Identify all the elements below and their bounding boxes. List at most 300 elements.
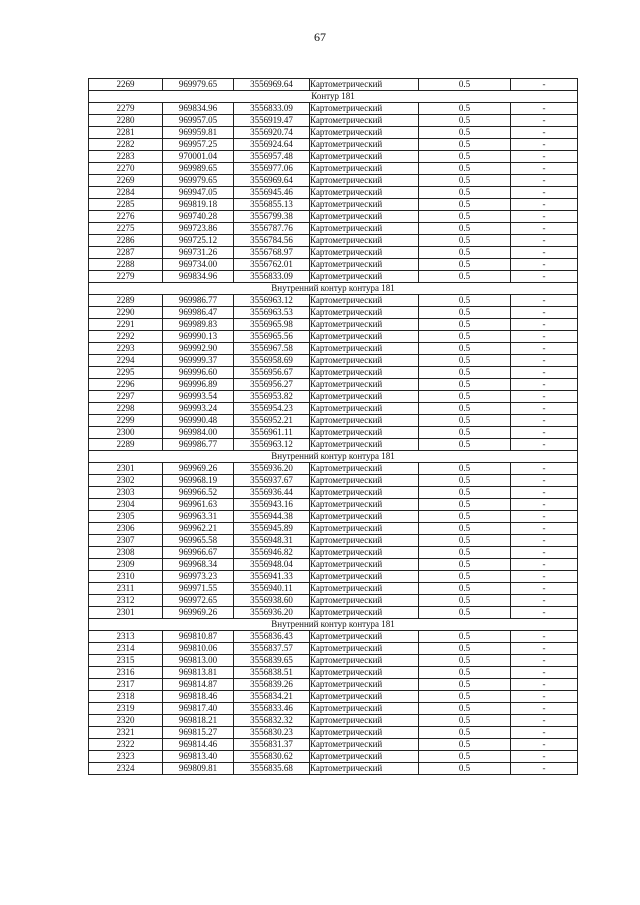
accuracy-cell: 0.5 (419, 499, 511, 511)
accuracy-cell: 0.5 (419, 391, 511, 403)
method-cell: Картометрический (310, 247, 419, 259)
accuracy-cell: 0.5 (419, 727, 511, 739)
point-number-cell: 2283 (89, 151, 163, 163)
point-number-cell: 2299 (89, 415, 163, 427)
method-cell: Картометрический (310, 739, 419, 751)
x-coordinate-cell: 969957.05 (163, 115, 234, 127)
description-cell: - (511, 223, 578, 235)
y-coordinate-cell: 3556837.57 (234, 643, 310, 655)
x-coordinate-cell: 969989.65 (163, 163, 234, 175)
table-row (89, 307, 578, 319)
description-cell: - (511, 415, 578, 427)
description-cell: - (511, 535, 578, 547)
point-number-cell: 2311 (89, 583, 163, 595)
table-row (89, 583, 578, 595)
y-coordinate-cell: 3556952.21 (234, 415, 310, 427)
point-number-cell: 2307 (89, 535, 163, 547)
accuracy-cell: 0.5 (419, 307, 511, 319)
accuracy-cell: 0.5 (419, 403, 511, 415)
y-coordinate-cell: 3556954.23 (234, 403, 310, 415)
table-row (89, 127, 578, 139)
table-row (89, 235, 578, 247)
method-cell: Картометрический (310, 547, 419, 559)
description-cell: - (511, 79, 578, 91)
y-coordinate-cell: 3556936.20 (234, 607, 310, 619)
table-row (89, 187, 578, 199)
point-number-cell: 2270 (89, 163, 163, 175)
table-row (89, 319, 578, 331)
y-coordinate-cell: 3556953.82 (234, 391, 310, 403)
accuracy-cell: 0.5 (419, 415, 511, 427)
accuracy-cell: 0.5 (419, 739, 511, 751)
table-row (89, 739, 578, 751)
accuracy-cell: 0.5 (419, 547, 511, 559)
table-row (89, 487, 578, 499)
method-cell: Картометрический (310, 523, 419, 535)
method-cell: Картометрический (310, 607, 419, 619)
accuracy-cell: 0.5 (419, 151, 511, 163)
x-coordinate-cell: 969961.63 (163, 499, 234, 511)
accuracy-cell: 0.5 (419, 115, 511, 127)
description-cell: - (511, 199, 578, 211)
method-cell: Картометрический (310, 343, 419, 355)
x-coordinate-cell: 969979.65 (163, 79, 234, 91)
x-coordinate-cell: 969813.00 (163, 655, 234, 667)
accuracy-cell: 0.5 (419, 595, 511, 607)
accuracy-cell: 0.5 (419, 247, 511, 259)
point-number-cell: 2289 (89, 439, 163, 451)
method-cell: Картометрический (310, 163, 419, 175)
y-coordinate-cell: 3556787.76 (234, 223, 310, 235)
x-coordinate-cell: 969957.25 (163, 139, 234, 151)
description-cell: - (511, 103, 578, 115)
accuracy-cell: 0.5 (419, 355, 511, 367)
accuracy-cell: 0.5 (419, 655, 511, 667)
contour-section-row (89, 283, 578, 295)
table-row (89, 259, 578, 271)
point-number-cell: 2282 (89, 139, 163, 151)
accuracy-cell: 0.5 (419, 331, 511, 343)
method-cell: Картометрический (310, 655, 419, 667)
method-cell: Картометрический (310, 751, 419, 763)
accuracy-cell: 0.5 (419, 571, 511, 583)
table-row (89, 415, 578, 427)
method-cell: Картометрический (310, 403, 419, 415)
scan-artifacts (60, 891, 580, 897)
x-coordinate-cell: 969962.21 (163, 523, 234, 535)
accuracy-cell: 0.5 (419, 175, 511, 187)
accuracy-cell: 0.5 (419, 703, 511, 715)
description-cell: - (511, 211, 578, 223)
point-number-cell: 2290 (89, 307, 163, 319)
point-number-cell: 2315 (89, 655, 163, 667)
accuracy-cell: 0.5 (419, 103, 511, 115)
point-number-cell: 2275 (89, 223, 163, 235)
y-coordinate-cell: 3556945.89 (234, 523, 310, 535)
description-cell: - (511, 235, 578, 247)
x-coordinate-cell: 969993.54 (163, 391, 234, 403)
point-number-cell: 2286 (89, 235, 163, 247)
method-cell: Картометрический (310, 187, 419, 199)
description-cell: - (511, 379, 578, 391)
description-cell: - (511, 583, 578, 595)
table-row (89, 715, 578, 727)
y-coordinate-cell: 3556833.09 (234, 103, 310, 115)
table-row (89, 439, 578, 451)
point-number-cell: 2304 (89, 499, 163, 511)
description-cell: - (511, 271, 578, 283)
description-cell: - (511, 475, 578, 487)
method-cell: Картометрический (310, 499, 419, 511)
x-coordinate-cell: 969969.26 (163, 607, 234, 619)
accuracy-cell: 0.5 (419, 763, 511, 775)
table-row (89, 115, 578, 127)
description-cell: - (511, 151, 578, 163)
y-coordinate-cell: 3556768.97 (234, 247, 310, 259)
x-coordinate-cell: 969968.34 (163, 559, 234, 571)
y-coordinate-cell: 3556945.46 (234, 187, 310, 199)
accuracy-cell: 0.5 (419, 439, 511, 451)
y-coordinate-cell: 3556833.09 (234, 271, 310, 283)
y-coordinate-cell: 3556799.38 (234, 211, 310, 223)
point-number-cell: 2281 (89, 127, 163, 139)
y-coordinate-cell: 3556956.27 (234, 379, 310, 391)
point-number-cell: 2312 (89, 595, 163, 607)
method-cell: Картометрический (310, 679, 419, 691)
y-coordinate-cell: 3556936.20 (234, 463, 310, 475)
accuracy-cell: 0.5 (419, 319, 511, 331)
accuracy-cell: 0.5 (419, 187, 511, 199)
description-cell: - (511, 187, 578, 199)
y-coordinate-cell: 3556920.74 (234, 127, 310, 139)
description-cell: - (511, 499, 578, 511)
description-cell: - (511, 343, 578, 355)
accuracy-cell: 0.5 (419, 607, 511, 619)
accuracy-cell: 0.5 (419, 343, 511, 355)
accuracy-cell: 0.5 (419, 535, 511, 547)
accuracy-cell: 0.5 (419, 211, 511, 223)
contour-section-row (89, 619, 578, 631)
table-row (89, 163, 578, 175)
method-cell: Картометрический (310, 115, 419, 127)
accuracy-cell: 0.5 (419, 295, 511, 307)
method-cell: Картометрический (310, 139, 419, 151)
method-cell: Картометрический (310, 199, 419, 211)
y-coordinate-cell: 3556940.11 (234, 583, 310, 595)
table-row (89, 223, 578, 235)
y-coordinate-cell: 3556855.13 (234, 199, 310, 211)
table-row (89, 427, 578, 439)
point-number-cell: 2284 (89, 187, 163, 199)
table-row (89, 331, 578, 343)
table-row (89, 475, 578, 487)
y-coordinate-cell: 3556919.47 (234, 115, 310, 127)
table-row (89, 523, 578, 535)
accuracy-cell: 0.5 (419, 583, 511, 595)
x-coordinate-cell: 969734.00 (163, 259, 234, 271)
table-row (89, 499, 578, 511)
description-cell: - (511, 643, 578, 655)
accuracy-cell: 0.5 (419, 235, 511, 247)
x-coordinate-cell: 969815.27 (163, 727, 234, 739)
x-coordinate-cell: 969834.96 (163, 103, 234, 115)
y-coordinate-cell: 3556839.65 (234, 655, 310, 667)
x-coordinate-cell: 969819.18 (163, 199, 234, 211)
point-number-cell: 2313 (89, 631, 163, 643)
description-cell: - (511, 763, 578, 775)
y-coordinate-cell: 3556948.31 (234, 535, 310, 547)
method-cell: Картометрический (310, 667, 419, 679)
table-row (89, 343, 578, 355)
table-row (89, 763, 578, 775)
contour-section-title: Внутренний контур контура 181 (89, 283, 578, 295)
description-cell: - (511, 511, 578, 523)
table-row (89, 79, 578, 91)
accuracy-cell: 0.5 (419, 367, 511, 379)
point-number-cell: 2303 (89, 487, 163, 499)
point-number-cell: 2298 (89, 403, 163, 415)
x-coordinate-cell: 969986.77 (163, 439, 234, 451)
y-coordinate-cell: 3556943.16 (234, 499, 310, 511)
y-coordinate-cell: 3556961.11 (234, 427, 310, 439)
method-cell: Картометрический (310, 763, 419, 775)
point-number-cell: 2301 (89, 463, 163, 475)
table-row (89, 403, 578, 415)
y-coordinate-cell: 3556948.04 (234, 559, 310, 571)
table-row (89, 103, 578, 115)
method-cell: Картометрический (310, 463, 419, 475)
accuracy-cell: 0.5 (419, 751, 511, 763)
table-row (89, 703, 578, 715)
method-cell: Картометрический (310, 295, 419, 307)
contour-section-title: Внутренний контур контура 181 (89, 451, 578, 463)
table-row (89, 175, 578, 187)
accuracy-cell: 0.5 (419, 79, 511, 91)
x-coordinate-cell: 969973.23 (163, 571, 234, 583)
table-row (89, 271, 578, 283)
method-cell: Картометрический (310, 631, 419, 643)
x-coordinate-cell: 969963.31 (163, 511, 234, 523)
table-row (89, 151, 578, 163)
x-coordinate-cell: 969813.81 (163, 667, 234, 679)
description-cell: - (511, 355, 578, 367)
y-coordinate-cell: 3556969.64 (234, 79, 310, 91)
accuracy-cell: 0.5 (419, 511, 511, 523)
y-coordinate-cell: 3556977.06 (234, 163, 310, 175)
method-cell: Картометрический (310, 79, 419, 91)
point-number-cell: 2291 (89, 319, 163, 331)
description-cell: - (511, 655, 578, 667)
method-cell: Картометрический (310, 643, 419, 655)
x-coordinate-cell: 969968.19 (163, 475, 234, 487)
method-cell: Картометрический (310, 235, 419, 247)
y-coordinate-cell: 3556944.38 (234, 511, 310, 523)
description-cell: - (511, 367, 578, 379)
description-cell: - (511, 559, 578, 571)
table-row (89, 655, 578, 667)
accuracy-cell: 0.5 (419, 523, 511, 535)
description-cell: - (511, 691, 578, 703)
x-coordinate-cell: 969979.65 (163, 175, 234, 187)
description-cell: - (511, 427, 578, 439)
x-coordinate-cell: 969814.46 (163, 739, 234, 751)
accuracy-cell: 0.5 (419, 643, 511, 655)
point-number-cell: 2302 (89, 475, 163, 487)
y-coordinate-cell: 3556830.23 (234, 727, 310, 739)
description-cell: - (511, 487, 578, 499)
method-cell: Картометрический (310, 175, 419, 187)
point-number-cell: 2294 (89, 355, 163, 367)
description-cell: - (511, 679, 578, 691)
method-cell: Картометрический (310, 511, 419, 523)
description-cell: - (511, 307, 578, 319)
description-cell: - (511, 247, 578, 259)
method-cell: Картометрический (310, 319, 419, 331)
description-cell: - (511, 751, 578, 763)
table-row (89, 379, 578, 391)
description-cell: - (511, 259, 578, 271)
x-coordinate-cell: 969986.77 (163, 295, 234, 307)
accuracy-cell: 0.5 (419, 691, 511, 703)
x-coordinate-cell: 969818.21 (163, 715, 234, 727)
table-row (89, 643, 578, 655)
x-coordinate-cell: 969966.67 (163, 547, 234, 559)
table-row (89, 295, 578, 307)
method-cell: Картометрический (310, 379, 419, 391)
description-cell: - (511, 727, 578, 739)
method-cell: Картометрический (310, 475, 419, 487)
description-cell: - (511, 595, 578, 607)
table-row (89, 751, 578, 763)
method-cell: Картометрический (310, 307, 419, 319)
point-number-cell: 2279 (89, 103, 163, 115)
point-number-cell: 2314 (89, 643, 163, 655)
y-coordinate-cell: 3556762.01 (234, 259, 310, 271)
description-cell: - (511, 607, 578, 619)
y-coordinate-cell: 3556967.58 (234, 343, 310, 355)
accuracy-cell: 0.5 (419, 139, 511, 151)
contour-section-title: Внутренний контур контура 181 (89, 619, 578, 631)
description-cell: - (511, 319, 578, 331)
x-coordinate-cell: 969989.83 (163, 319, 234, 331)
x-coordinate-cell: 969990.48 (163, 415, 234, 427)
y-coordinate-cell: 3556969.64 (234, 175, 310, 187)
contour-section-title: Контур 181 (89, 91, 578, 103)
method-cell: Картометрический (310, 355, 419, 367)
table-row (89, 727, 578, 739)
description-cell: - (511, 703, 578, 715)
description-cell: - (511, 463, 578, 475)
x-coordinate-cell: 969984.00 (163, 427, 234, 439)
point-number-cell: 2279 (89, 271, 163, 283)
x-coordinate-cell: 969809.81 (163, 763, 234, 775)
point-number-cell: 2305 (89, 511, 163, 523)
accuracy-cell: 0.5 (419, 559, 511, 571)
point-number-cell: 2301 (89, 607, 163, 619)
y-coordinate-cell: 3556830.62 (234, 751, 310, 763)
x-coordinate-cell: 969992.90 (163, 343, 234, 355)
y-coordinate-cell: 3556941.33 (234, 571, 310, 583)
method-cell: Картометрический (310, 703, 419, 715)
y-coordinate-cell: 3556956.67 (234, 367, 310, 379)
description-cell: - (511, 139, 578, 151)
method-cell: Картометрический (310, 691, 419, 703)
method-cell: Картометрический (310, 211, 419, 223)
y-coordinate-cell: 3556957.48 (234, 151, 310, 163)
point-number-cell: 2324 (89, 763, 163, 775)
table-row (89, 607, 578, 619)
accuracy-cell: 0.5 (419, 487, 511, 499)
point-number-cell: 2318 (89, 691, 163, 703)
point-number-cell: 2323 (89, 751, 163, 763)
accuracy-cell: 0.5 (419, 271, 511, 283)
y-coordinate-cell: 3556834.21 (234, 691, 310, 703)
table-row (89, 571, 578, 583)
x-coordinate-cell: 969999.37 (163, 355, 234, 367)
y-coordinate-cell: 3556835.68 (234, 763, 310, 775)
point-number-cell: 2320 (89, 715, 163, 727)
x-coordinate-cell: 969996.89 (163, 379, 234, 391)
x-coordinate-cell: 969971.55 (163, 583, 234, 595)
method-cell: Картометрический (310, 535, 419, 547)
method-cell: Картометрический (310, 103, 419, 115)
y-coordinate-cell: 3556924.64 (234, 139, 310, 151)
accuracy-cell: 0.5 (419, 163, 511, 175)
x-coordinate-cell: 969966.52 (163, 487, 234, 499)
point-number-cell: 2296 (89, 379, 163, 391)
x-coordinate-cell: 969731.26 (163, 247, 234, 259)
description-cell: - (511, 163, 578, 175)
table-row (89, 355, 578, 367)
y-coordinate-cell: 3556936.44 (234, 487, 310, 499)
description-cell: - (511, 175, 578, 187)
y-coordinate-cell: 3556836.43 (234, 631, 310, 643)
method-cell: Картометрический (310, 223, 419, 235)
x-coordinate-cell: 969965.58 (163, 535, 234, 547)
table-row (89, 691, 578, 703)
coordinates-table-body (89, 79, 578, 775)
table-row (89, 595, 578, 607)
y-coordinate-cell: 3556839.26 (234, 679, 310, 691)
y-coordinate-cell: 3556838.51 (234, 667, 310, 679)
method-cell: Картометрический (310, 439, 419, 451)
table-row (89, 535, 578, 547)
table-row (89, 247, 578, 259)
description-cell: - (511, 631, 578, 643)
table-row (89, 139, 578, 151)
method-cell: Картометрический (310, 151, 419, 163)
contour-section-row (89, 451, 578, 463)
x-coordinate-cell: 969725.12 (163, 235, 234, 247)
y-coordinate-cell: 3556963.53 (234, 307, 310, 319)
x-coordinate-cell: 969996.60 (163, 367, 234, 379)
point-number-cell: 2280 (89, 115, 163, 127)
point-number-cell: 2321 (89, 727, 163, 739)
x-coordinate-cell: 969723.86 (163, 223, 234, 235)
point-number-cell: 2308 (89, 547, 163, 559)
point-number-cell: 2310 (89, 571, 163, 583)
accuracy-cell: 0.5 (419, 379, 511, 391)
method-cell: Картометрический (310, 391, 419, 403)
description-cell: - (511, 127, 578, 139)
x-coordinate-cell: 969990.13 (163, 331, 234, 343)
table-row (89, 367, 578, 379)
accuracy-cell: 0.5 (419, 223, 511, 235)
x-coordinate-cell: 969813.40 (163, 751, 234, 763)
coordinates-table (88, 78, 578, 775)
point-number-cell: 2293 (89, 343, 163, 355)
method-cell: Картометрический (310, 331, 419, 343)
